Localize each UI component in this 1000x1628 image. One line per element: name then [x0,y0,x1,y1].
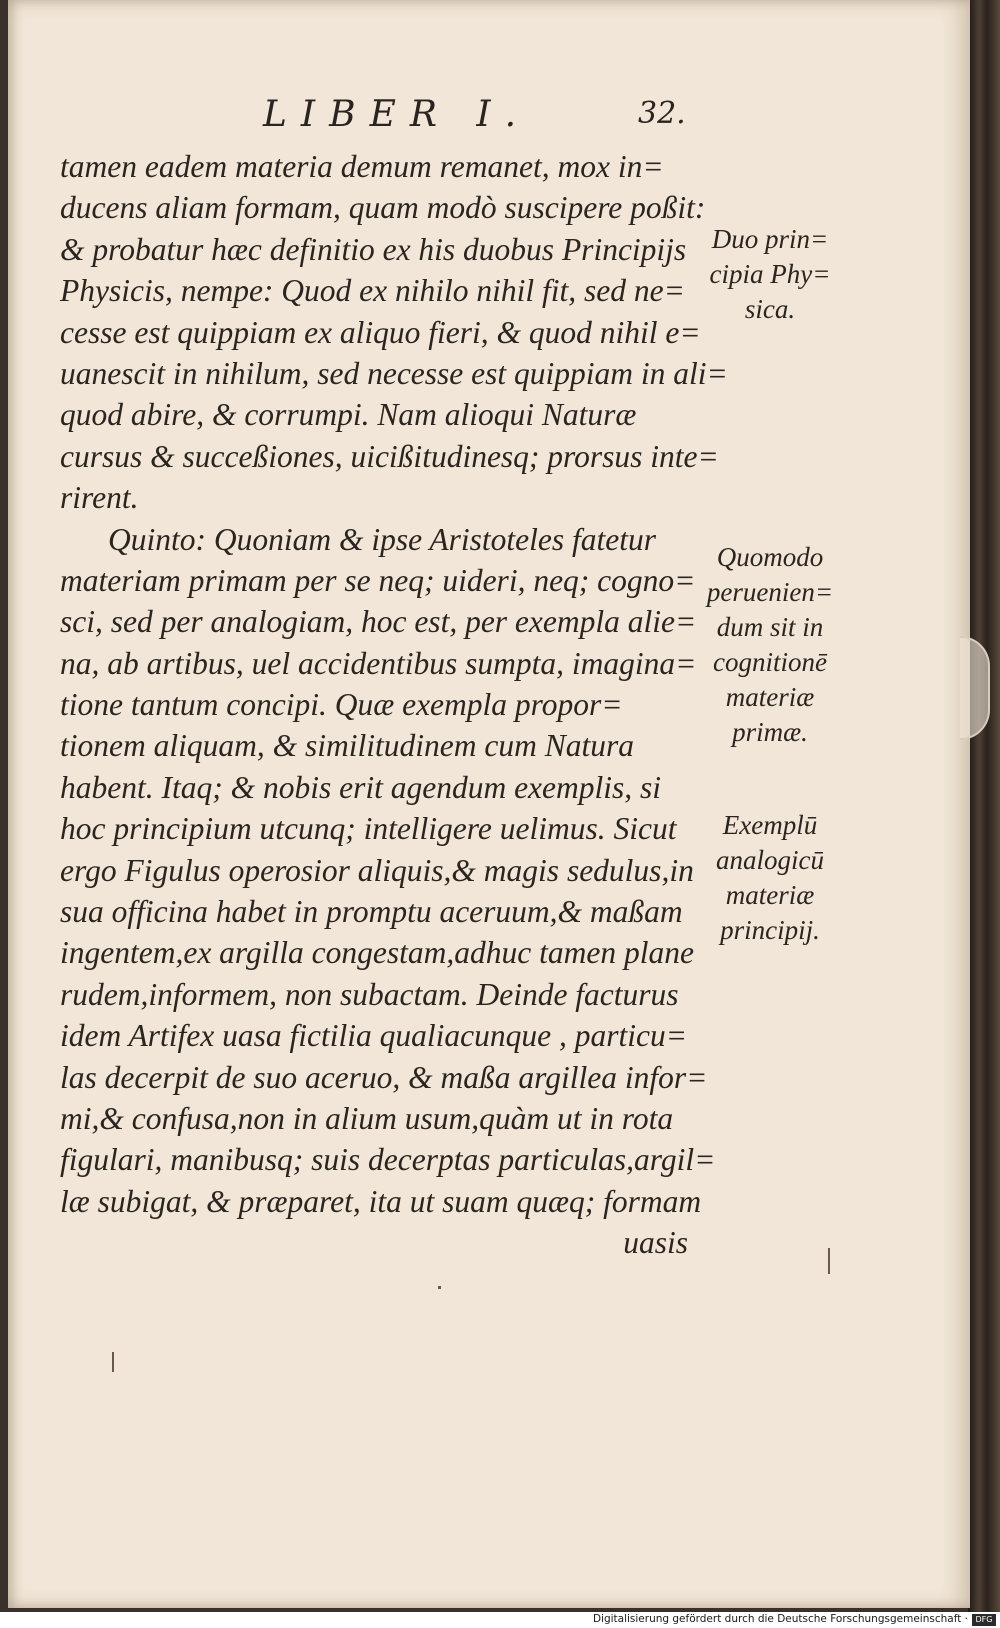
text-line: figulari, manibusq; suis decerptas particulas,argil= [60,1142,716,1178]
margin-note-knowledge [690,540,850,750]
dfg-logo: DFG [972,1614,996,1626]
margin-note-line: dum sit in [716,612,824,642]
margin-note-principles [690,222,850,327]
text-line: & probatur hæc definitio ex his duobus Principijs [60,231,687,267]
text-line: Physicis, nempe: Quod ex nihilo nihil fit, sed ne= [60,273,685,309]
ink-speck [438,1286,441,1289]
text-line: rudem,informem, non subactam. Deinde facturus [60,976,679,1012]
page-clip [960,636,990,740]
page-number: 32. [638,96,686,131]
text-line: materiam primam per se neq; uideri, neq; cogno= [60,562,696,598]
text-line: sua officina habet in promptu aceruum,& maßam [60,894,683,930]
text-line: cesse est quippiam ex aliquo fieri, & quod nihil e= [60,314,701,350]
text-line: læ subigat, & præparet, ita ut suam quæq; formam [60,1183,702,1219]
margin-note-example [690,808,850,948]
text-line: habent. Itaq; & nobis erit agendum exemplis, si [60,769,662,805]
funding-credit: Digitalisierung gefördert durch die Deutsche Forschungsgemeinschaft · [592,1613,968,1625]
text-line: tionem aliquam, & similitudinem cum Natura [60,728,634,764]
text-line: uanescit in nihilum, sed necesse est quippiam in ali= [60,355,728,391]
book-edge [968,0,1000,1612]
body-text [60,146,728,1264]
margin-note-line: Quomodo [716,542,824,572]
ink-speck [828,1248,830,1274]
book-page [8,0,970,1608]
margin-note-line: sica. [744,294,796,324]
margin-note-line: analogicū [716,845,824,875]
margin-note-line: primæ. [732,717,808,747]
margin-note-line: materiæ [725,682,815,712]
text-line: ingentem,ex argilla congestam,adhuc tamen plane [60,935,694,971]
text-line: ergo Figulus operosior aliquis,& magis sedulus,in [60,852,694,888]
text-line: ducens aliam formam, quam modò suscipere poßit: [60,190,706,226]
text-line: tamen eadem materia demum remanet, mox in= [60,149,664,184]
text-line: sci, sed per analogiam, hoc est, per exempla alie= [60,604,697,640]
margin-note-line: Exemplū [722,810,818,840]
ink-speck [112,1352,114,1372]
margin-note-line: cognitionē [713,647,827,677]
text-line: tione tantum concipi. Quæ exempla propor= [60,687,623,723]
margin-note-line: principij. [720,915,820,945]
text-line: las decerpit de suo aceruo, & maßa argillea infor= [60,1059,708,1095]
margin-note-line: peruenien= [706,577,834,607]
text-line: rirent. [60,480,139,516]
margin-note-line: Duo prin= [711,224,829,254]
running-head [8,94,970,144]
footer-bar [0,1612,1000,1628]
text-line: quod abire, & corrumpi. Nam alioqui Naturæ [60,397,637,433]
margin-note-line: materiæ [725,880,815,910]
text-line: mi,& confusa,non in alium usum,quàm ut in rota [60,1100,674,1136]
running-head-title: LIBER I. [263,94,531,135]
catchword: uasis [623,1225,688,1261]
margin-note-line: cipia Phy= [709,259,831,289]
text-line: na, ab artibus, uel accidentibus sumpta, imagina= [60,645,697,681]
text-line: idem Artifex uasa fictilia qualiacunque , particu= [60,1018,687,1054]
text-line: hoc principium utcunq; intelligere uelimus. Sicut [60,811,677,847]
text-line: cursus & succeßiones, uicißitudinesq; prorsus inte= [60,438,719,474]
paragraph-start-line: Quinto: Quoniam & ipse Aristoteles fatetur [108,521,657,557]
